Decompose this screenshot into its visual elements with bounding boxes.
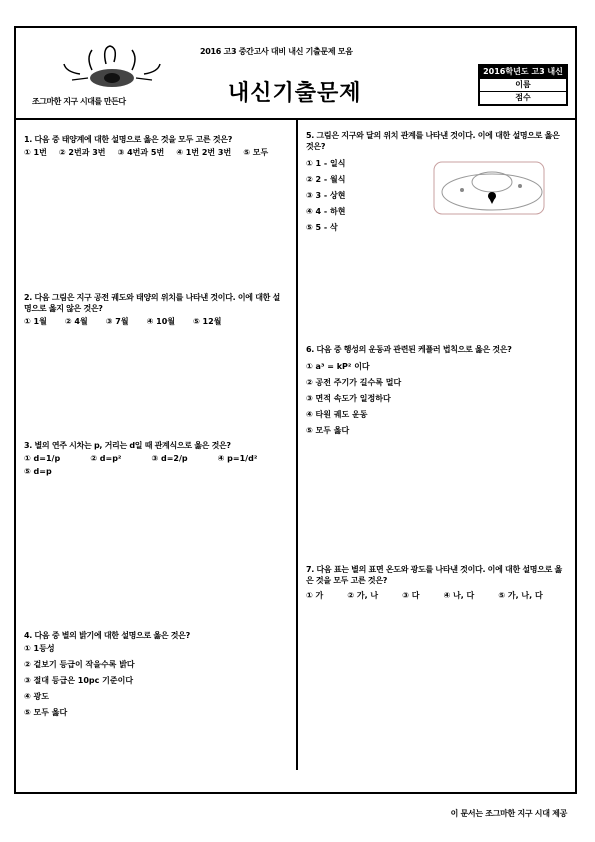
option-item: ① 1번 — [24, 148, 47, 157]
option-item: ③ 면적 속도가 일정하다 — [306, 394, 391, 403]
option-item: ③ 다 — [402, 591, 420, 600]
option-item: ④ 나, 다 — [443, 591, 475, 600]
option-item: ③ 7월 — [105, 317, 129, 326]
option-item: ② 공전 주기가 길수록 멀다 — [306, 378, 402, 387]
option-item: ③ 3 - 상현 — [306, 191, 346, 200]
page-subtitle: 2016 고3 중간고사 대비 내신 기출문제 모음 — [200, 47, 353, 56]
question-stem: 3. 별의 연주 시차는 p, 거리는 d일 때 관계식으로 옳은 것은? — [24, 441, 231, 450]
info-row-name: 이름 — [480, 79, 566, 92]
logo-icon — [62, 44, 162, 96]
option-item: ① 가 — [306, 591, 324, 600]
option-item: ④ 4 - 하현 — [306, 207, 346, 216]
option-item: ③ 4번과 5번 — [117, 148, 165, 157]
option-item: ⑤ 모두 — [243, 148, 269, 157]
option-item: ④ 10월 — [146, 317, 175, 326]
option-item: ② 가, 나 — [347, 591, 379, 600]
question-2 — [24, 292, 286, 327]
question-stem: 1. 다음 중 태양계에 대한 설명으로 옳은 것을 모두 고른 것은? — [24, 135, 233, 144]
option-item: ① 1월 — [24, 317, 47, 326]
info-row-score: 점수 — [515, 93, 531, 102]
question-stem: 2. 다음 그림은 지구 공전 궤도와 태양의 위치를 나타낸 것이다. 이에 대한 설명으로 옳지 않은 것은? — [24, 293, 280, 313]
option-item: ⑤ 5 - 삭 — [306, 223, 338, 232]
option-item: ④ 타원 궤도 운동 — [306, 410, 368, 419]
option-list — [24, 147, 286, 158]
question-6 — [306, 344, 568, 436]
page-title: 내신기출문제 — [228, 81, 362, 106]
option-item: ③ 절대 등급은 10pc 기준이다 — [24, 676, 134, 685]
option-item: ③ d=2/p — [151, 454, 188, 463]
student-info-box — [478, 64, 568, 106]
option-list — [24, 316, 286, 327]
option-item: ② 4월 — [64, 317, 88, 326]
info-row-grade: 2016학년도 고3 내신 — [480, 66, 566, 79]
option-item: ⑤ d=p — [24, 467, 52, 476]
option-item: ② 2번과 3번 — [58, 148, 106, 157]
option-list — [24, 643, 286, 718]
question-stem: 6. 다음 중 행성의 운동과 관련된 케플러 법칙으로 옳은 것은? — [306, 345, 512, 354]
question-7 — [306, 564, 568, 601]
question-stem: 5. 그림은 지구와 달의 위치 관계를 나타낸 것이다. 이에 대한 설명으로 옳은 것은? — [306, 131, 560, 151]
logo-caption: 조그마한 지구 시대를 만든다 — [32, 97, 126, 106]
option-item: ⑤ 모두 옳다 — [306, 426, 350, 435]
option-item: ⑤ 12월 — [193, 317, 222, 326]
option-item: ⑤ 가, 나, 다 — [498, 591, 543, 600]
question-3 — [24, 440, 286, 477]
question-stem: 4. 다음 중 별의 밝기에 대한 설명으로 옳은 것은? — [24, 631, 190, 640]
option-item: ④ 1번 2번 3번 — [176, 148, 232, 157]
option-list — [306, 361, 568, 436]
option-item: ④ 광도 — [24, 692, 50, 701]
option-item: ② d=p² — [90, 454, 122, 463]
page-footer: 이 문서는 조그마한 지구 시대 제공 — [450, 809, 567, 818]
option-list — [306, 590, 568, 601]
option-item: ① 1 - 일식 — [306, 159, 346, 168]
option-item: ② 2 - 월식 — [306, 175, 346, 184]
question-stem: 7. 다음 표는 별의 표면 온도와 광도를 나타낸 것이다. 이에 대한 설명으로 옳은 것을 모두 고른 것은? — [306, 565, 562, 585]
option-list — [24, 453, 286, 477]
option-item: ④ p=1/d² — [217, 454, 258, 463]
option-item: ① a³ = kP² 이다 — [306, 362, 370, 371]
column-divider — [296, 120, 298, 770]
question-4 — [24, 630, 286, 718]
question-1 — [24, 134, 286, 158]
option-item: ⑤ 모두 옳다 — [24, 708, 68, 717]
option-item: ① 1등성 — [24, 644, 55, 653]
option-item: ① d=1/p — [24, 454, 61, 463]
earth-moon-diagram — [432, 160, 550, 218]
option-item: ② 겉보기 등급이 작을수록 밝다 — [24, 660, 135, 669]
